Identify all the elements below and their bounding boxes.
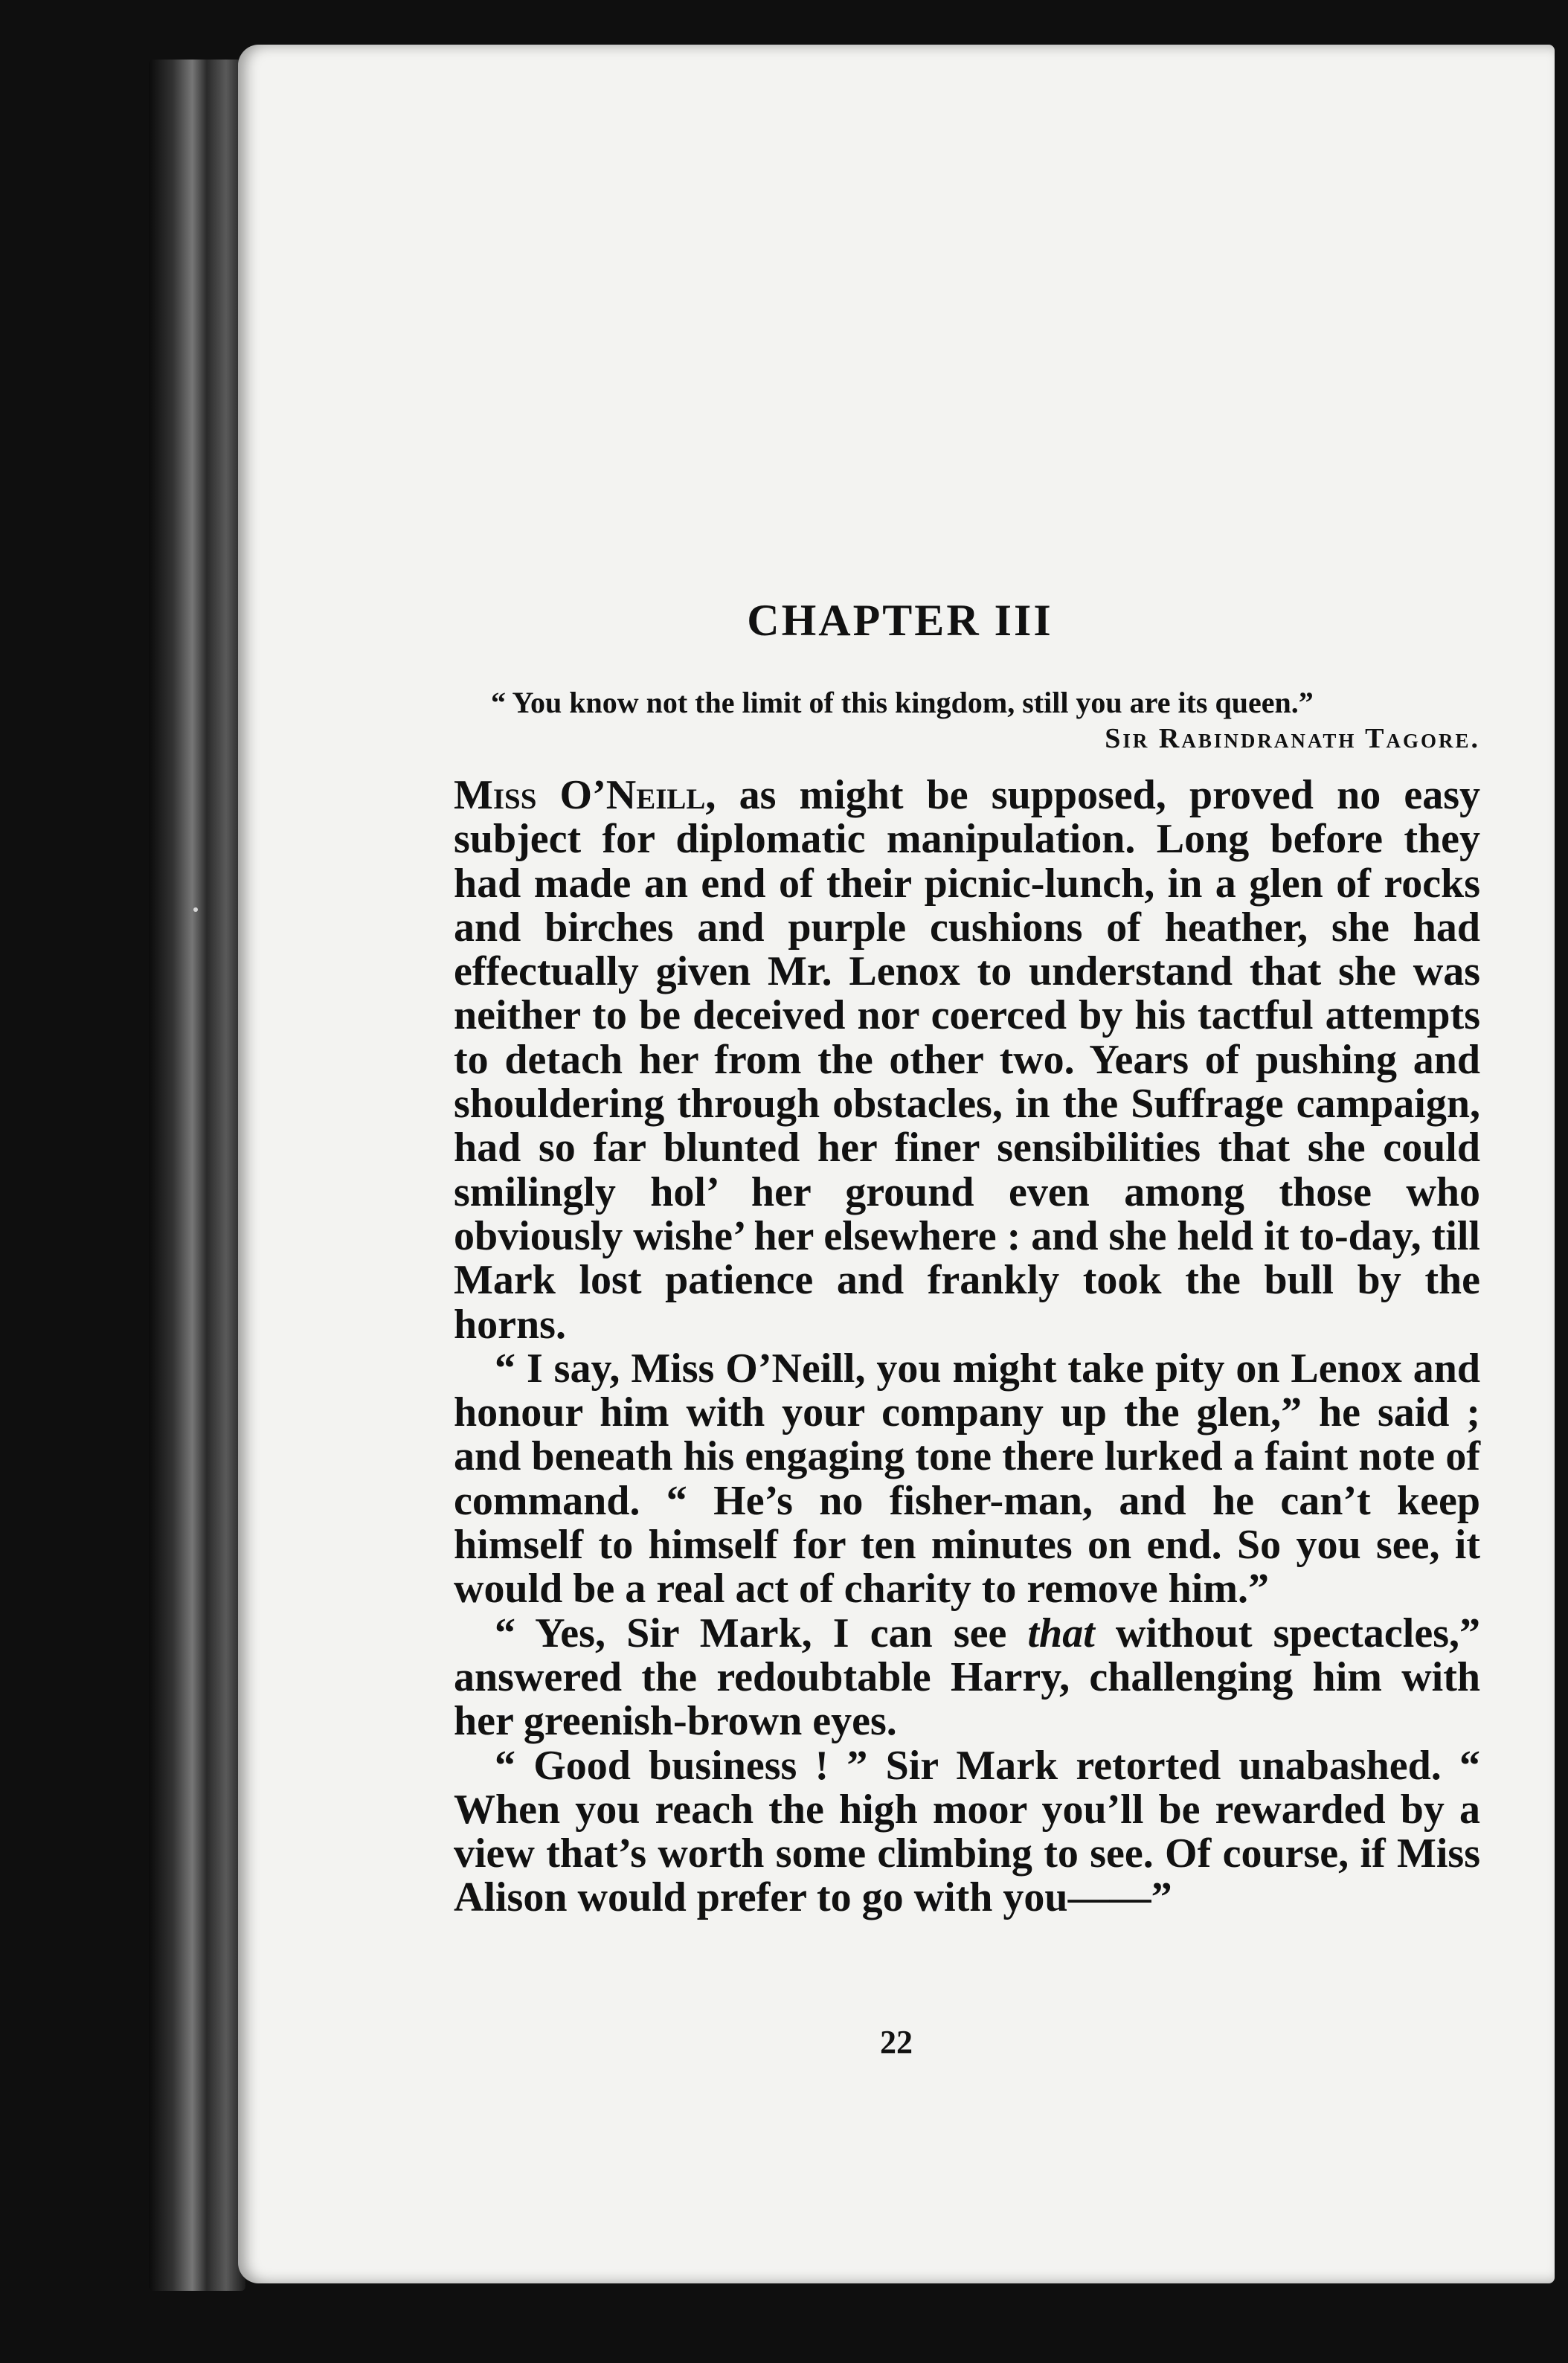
epigraph	[476, 684, 1488, 757]
epigraph-attribution: Sir Rabindranath Tagore.	[1105, 723, 1480, 754]
dust-speck	[193, 907, 198, 912]
body-text	[454, 774, 1480, 1920]
paragraph-3	[454, 1612, 1480, 1744]
paragraph-1	[454, 774, 1480, 1347]
paragraph-3-text-b: without spectacles,” answered the redoubtable Harry, challenging him with her greenish-brown eyes.	[454, 1610, 1480, 1745]
chapter-title: CHAPTER III	[747, 596, 1053, 645]
paragraph-3-text-a: “ Yes, Sir Mark, I can see	[495, 1610, 1028, 1656]
paragraph-1-text: , as might be supposed, proved no easy subject for diplomatic manipulation. Long before they had made an end of their picnic-lunch, in a glen of rocks and birches and purple cushions of heather, she had effectually given Mr. Lenox to understand that she was neither to be deceived nor coerced by his tactful attempts to detach her from the other two. Years of pushing and shouldering through obstacles, in the Suffrage campaign, had so far blunted her finer sensibilities that she could smilingly hol’ her ground even among those who obviously wishe’ her elsewhere : and she held it to-day, till Mark lost patience and frankly took the bull by the horns.	[454, 772, 1480, 1348]
paragraph-2: “ I say, Miss O’Neill, you might take pity on Lenox and honour him with your company up the glen,” he said ; and beneath his engaging tone there lurked a faint note of command. “ He’s no fisher-man, and he can’t keep himself to himself for ten minutes on end. So you see, it would be a real act of charity to remove him.”	[454, 1345, 1480, 1613]
book-spine	[149, 60, 245, 2291]
paragraph-4: “ Good business ! ” Sir Mark retorted unabashed. “ When you reach the high moor you’ll be rewarded by a view that’s worth some climbing to see. Of course, if Miss Alison would prefer to go with you——”	[454, 1742, 1480, 1921]
book-page	[238, 45, 1555, 2283]
paragraph-3-emphasis: that	[1027, 1610, 1095, 1656]
epigraph-quote: “ You know not the limit of this kingdom, still you are its queen.”	[491, 686, 1314, 719]
page-number: 22	[880, 2024, 913, 2060]
paragraph-1-lead: Miss O’Neill	[454, 772, 706, 818]
